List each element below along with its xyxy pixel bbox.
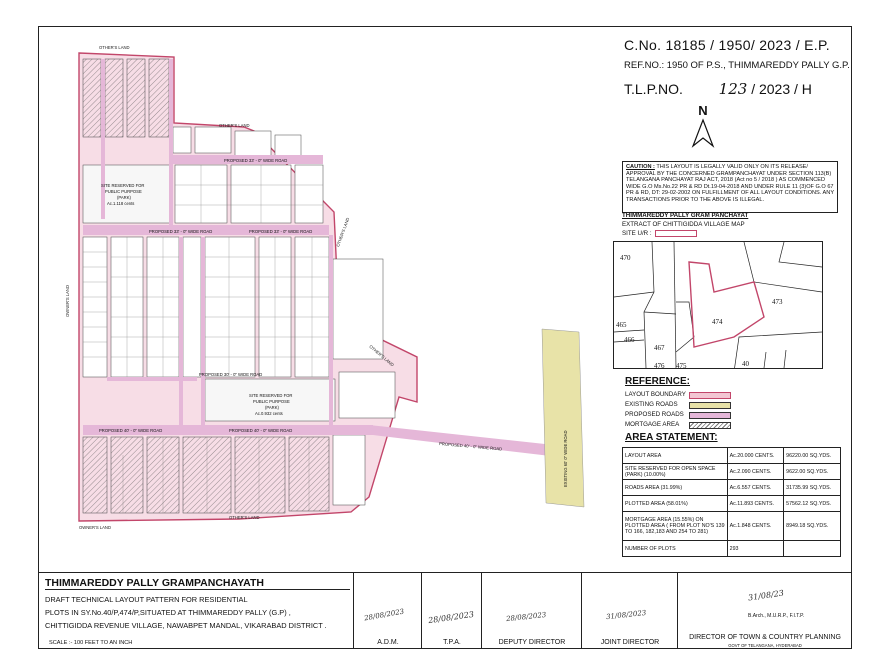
- title-block: [39, 572, 851, 649]
- footer-title: THIMMAREDDY PALLY GRAMPANCHAYATH: [45, 577, 264, 589]
- legend-swatch: [689, 392, 731, 399]
- footer-desc-1: DRAFT TECHNICAL LAYOUT PATTERN FOR RESIDENTIAL: [45, 595, 248, 604]
- legend-label: PROPOSED ROADS: [625, 411, 684, 418]
- north-label: N: [698, 103, 708, 118]
- area-statement-title: AREA STATEMENT:: [625, 432, 718, 443]
- road-label-3: PROPOSED 33' - 0" WIDE ROAD: [249, 229, 313, 234]
- svg-text:Ac.0.932 cents: Ac.0.932 cents: [255, 411, 283, 416]
- site-label: [622, 230, 697, 237]
- legend-swatch: [689, 412, 731, 419]
- svg-text:PUBLIC PURPOSE: PUBLIC PURPOSE: [105, 189, 142, 194]
- director-qualification: B.Arch., M.U.R.P., F.I.T.P.: [748, 613, 805, 619]
- village-map-extract: EXTRACT OF CHITTIGIDDA VILLAGE MAP: [622, 221, 745, 228]
- footer-desc-3: CHITTIGIDDA REVENUE VILLAGE, NAWABPET MANDAL, VIKARABAD DISTRICT .: [45, 621, 327, 630]
- area-statement-table: [622, 447, 841, 557]
- boundary-label-left: OWNER'S LAND: [65, 285, 70, 317]
- signature-subtitle: GOVT OF TELANGANA, HYDERABAD: [728, 643, 802, 648]
- svg-text:Ac.1.118 cents: Ac.1.118 cents: [107, 201, 135, 206]
- table-row: MORTGAGE AREA (15.55%) ON PLOTTED AREA ( FROM PLOT NO'S 139 TO 166, 182,183 AND 254 TO 281) Ac.1.848 CENTS. 8949.18 SQ.YDS.: [623, 512, 841, 541]
- legend-existing-roads: [625, 401, 678, 408]
- signature-role: A.D.M.: [377, 639, 399, 646]
- boundary-label-bottom2: OWNER'S LAND: [79, 525, 111, 530]
- svg-text:SITE RESERVED FOR: SITE RESERVED FOR: [249, 393, 293, 398]
- survey-number: 467: [654, 344, 665, 352]
- road-label-4: PROPOSED 40' - 0" WIDE ROAD: [99, 428, 163, 433]
- boundary-label-top: OTHER'S LAND: [99, 45, 130, 50]
- gp-name: THIMMAREDDY PALLY GRAM PANCHAYAT: [622, 212, 749, 219]
- svg-text:PUBLIC PURPOSE: PUBLIC PURPOSE: [253, 399, 290, 404]
- boundary-label-top2: OTHER'S LAND: [219, 123, 250, 128]
- site-swatch: [655, 230, 697, 237]
- survey-number: 473: [772, 298, 783, 306]
- legend-layout-boundary: [625, 391, 686, 398]
- drawing-sheet: [38, 26, 852, 649]
- legend-mortgage-area: [625, 421, 679, 428]
- boundary-label-right2: OTHER'S LAND: [368, 343, 396, 368]
- legend-label: MORTGAGE AREA: [625, 421, 680, 428]
- north-arrow-icon: [691, 118, 715, 148]
- table-row: LAYOUT AREA Ac.20.000 CENTS. 96220.00 SQ.YDS.: [623, 448, 841, 464]
- table-row: ROADS AREA (31.99%) Ac.6.557 CENTS. 31735.99 SQ.YDS.: [623, 480, 841, 496]
- table-row: PLOTTED AREA (58.01%) Ac.11.893 CENTS. 57562.12 SQ.YDS.: [623, 496, 841, 512]
- legend-label: LAYOUT BOUNDARY: [625, 391, 686, 398]
- site-label-text: SITE U/R :: [622, 230, 652, 238]
- svg-text:(PARK): (PARK): [265, 405, 279, 410]
- north-arrow: [691, 103, 715, 153]
- caution-text: THIS LAYOUT IS LEGALLY VALID ONLY ON ITS RELEASE/ APPROVAL BY THE CONCERNED GRAMPANCHAYAT UNDER SECTION 113(B) TELANGANA PANCHAYAT RAJ ACT, 2018 (Act no 5 / 2018 ) AS COMMENCED WIDE G.O Ms.No.22 PR & RD Dt.19-04-2018 AND UNDER RULE 11 (3)OF G.O 67 PR & RD, DT: 29-02-2002 ON FULFILLMENT OF ALL LAYOUT CONDITIONS. ANY TRANSACTIONS PRIOR TO THE ABOVE IS ILLEGAL.: [626, 164, 834, 203]
- svg-text:(PARK): (PARK): [117, 195, 131, 200]
- road-label-5: PROPOSED 40' - 0" WIDE ROAD: [229, 428, 293, 433]
- legend-label: EXISTING ROADS: [625, 401, 678, 408]
- signature-role: JOINT DIRECTOR: [600, 639, 660, 646]
- footer-desc-2: PLOTS IN SY.No.40/P,474/P,SITUATED AT THIMMAREDDY PALLY (G.P) ,: [45, 608, 291, 617]
- signature-scrawl: 28/08/2023: [427, 609, 475, 626]
- survey-number: 466: [624, 336, 635, 344]
- table-row: NUMBER OF PLOTS 293: [623, 541, 841, 557]
- table-row: SITE RESERVED FOR OPEN SPACE (PARK) (10.00%) Ac.2.090 CENTS. 9622.00 SQ.YDS.: [623, 464, 841, 480]
- case-number: C.No. 18185 / 1950/ 2023 / E.P.: [624, 37, 830, 53]
- road-label-2: PROPOSED 33' - 0" WIDE ROAD: [149, 229, 213, 234]
- reference-number: REF.NO.: 1950 OF P.S., THIMMAREDDY PALLY G.P.: [624, 60, 850, 71]
- survey-number: 474: [712, 318, 723, 326]
- signature-joint-director: [581, 573, 678, 649]
- signature-role: DEPUTY DIRECTOR: [498, 639, 566, 646]
- signature-scrawl: 31/08/2023: [605, 608, 647, 622]
- boundary-label-bottom: OTHER'S LAND: [229, 515, 260, 520]
- caution-title: CAUTION :: [626, 164, 655, 170]
- road-label-6: PROPOSED 40' - 0" WIDE ROAD: [438, 441, 503, 452]
- village-map: [613, 241, 823, 369]
- survey-number: 476: [654, 362, 665, 369]
- tlp-number: [624, 80, 812, 98]
- signature-role: DIRECTOR OF TOWN & COUNTRY PLANNING: [689, 634, 841, 641]
- signature-role: T.P.A.: [443, 639, 461, 646]
- boundary-label-right: OTHER'S LAND: [335, 216, 351, 248]
- legend-proposed-roads: [625, 411, 684, 418]
- road-label-7: PROPOSED 30' - 0" WIDE ROAD: [199, 372, 263, 377]
- survey-number: 465: [616, 321, 627, 329]
- signature-scrawl: 28/08/2023: [505, 610, 547, 624]
- road-label-1: PROPOSED 33' - 0" WIDE ROAD: [224, 158, 288, 163]
- layout-plan: [39, 27, 619, 567]
- signature-deputy-director: [481, 573, 582, 649]
- caution-box: [622, 161, 838, 213]
- tlp-suffix: / 2023 / H: [751, 81, 812, 97]
- survey-number: 475: [676, 362, 687, 369]
- scale-note: SCALE :- 100 FEET TO AN INCH: [49, 640, 133, 646]
- survey-number: 40: [742, 360, 749, 368]
- signature-scrawl: 31/08/23: [747, 588, 785, 603]
- survey-number: 470: [620, 254, 631, 262]
- tlp-prefix: T.L.P.NO.: [624, 81, 683, 97]
- legend-swatch: [689, 402, 731, 409]
- signature-adm: [353, 573, 422, 649]
- signature-tpa: [421, 573, 482, 649]
- tlp-handwritten: 123: [718, 80, 748, 98]
- legend-swatch: [689, 422, 731, 429]
- reference-title: REFERENCE:: [625, 376, 691, 387]
- existing-road-label: EXISTING 60' 0" WIDE ROAD: [563, 430, 568, 487]
- footer-title-rule: [45, 589, 350, 590]
- signature-scrawl: 28/08/2023: [363, 607, 405, 623]
- signature-director: [677, 573, 852, 649]
- svg-text:SITE RESERVED FOR: SITE RESERVED FOR: [101, 183, 145, 188]
